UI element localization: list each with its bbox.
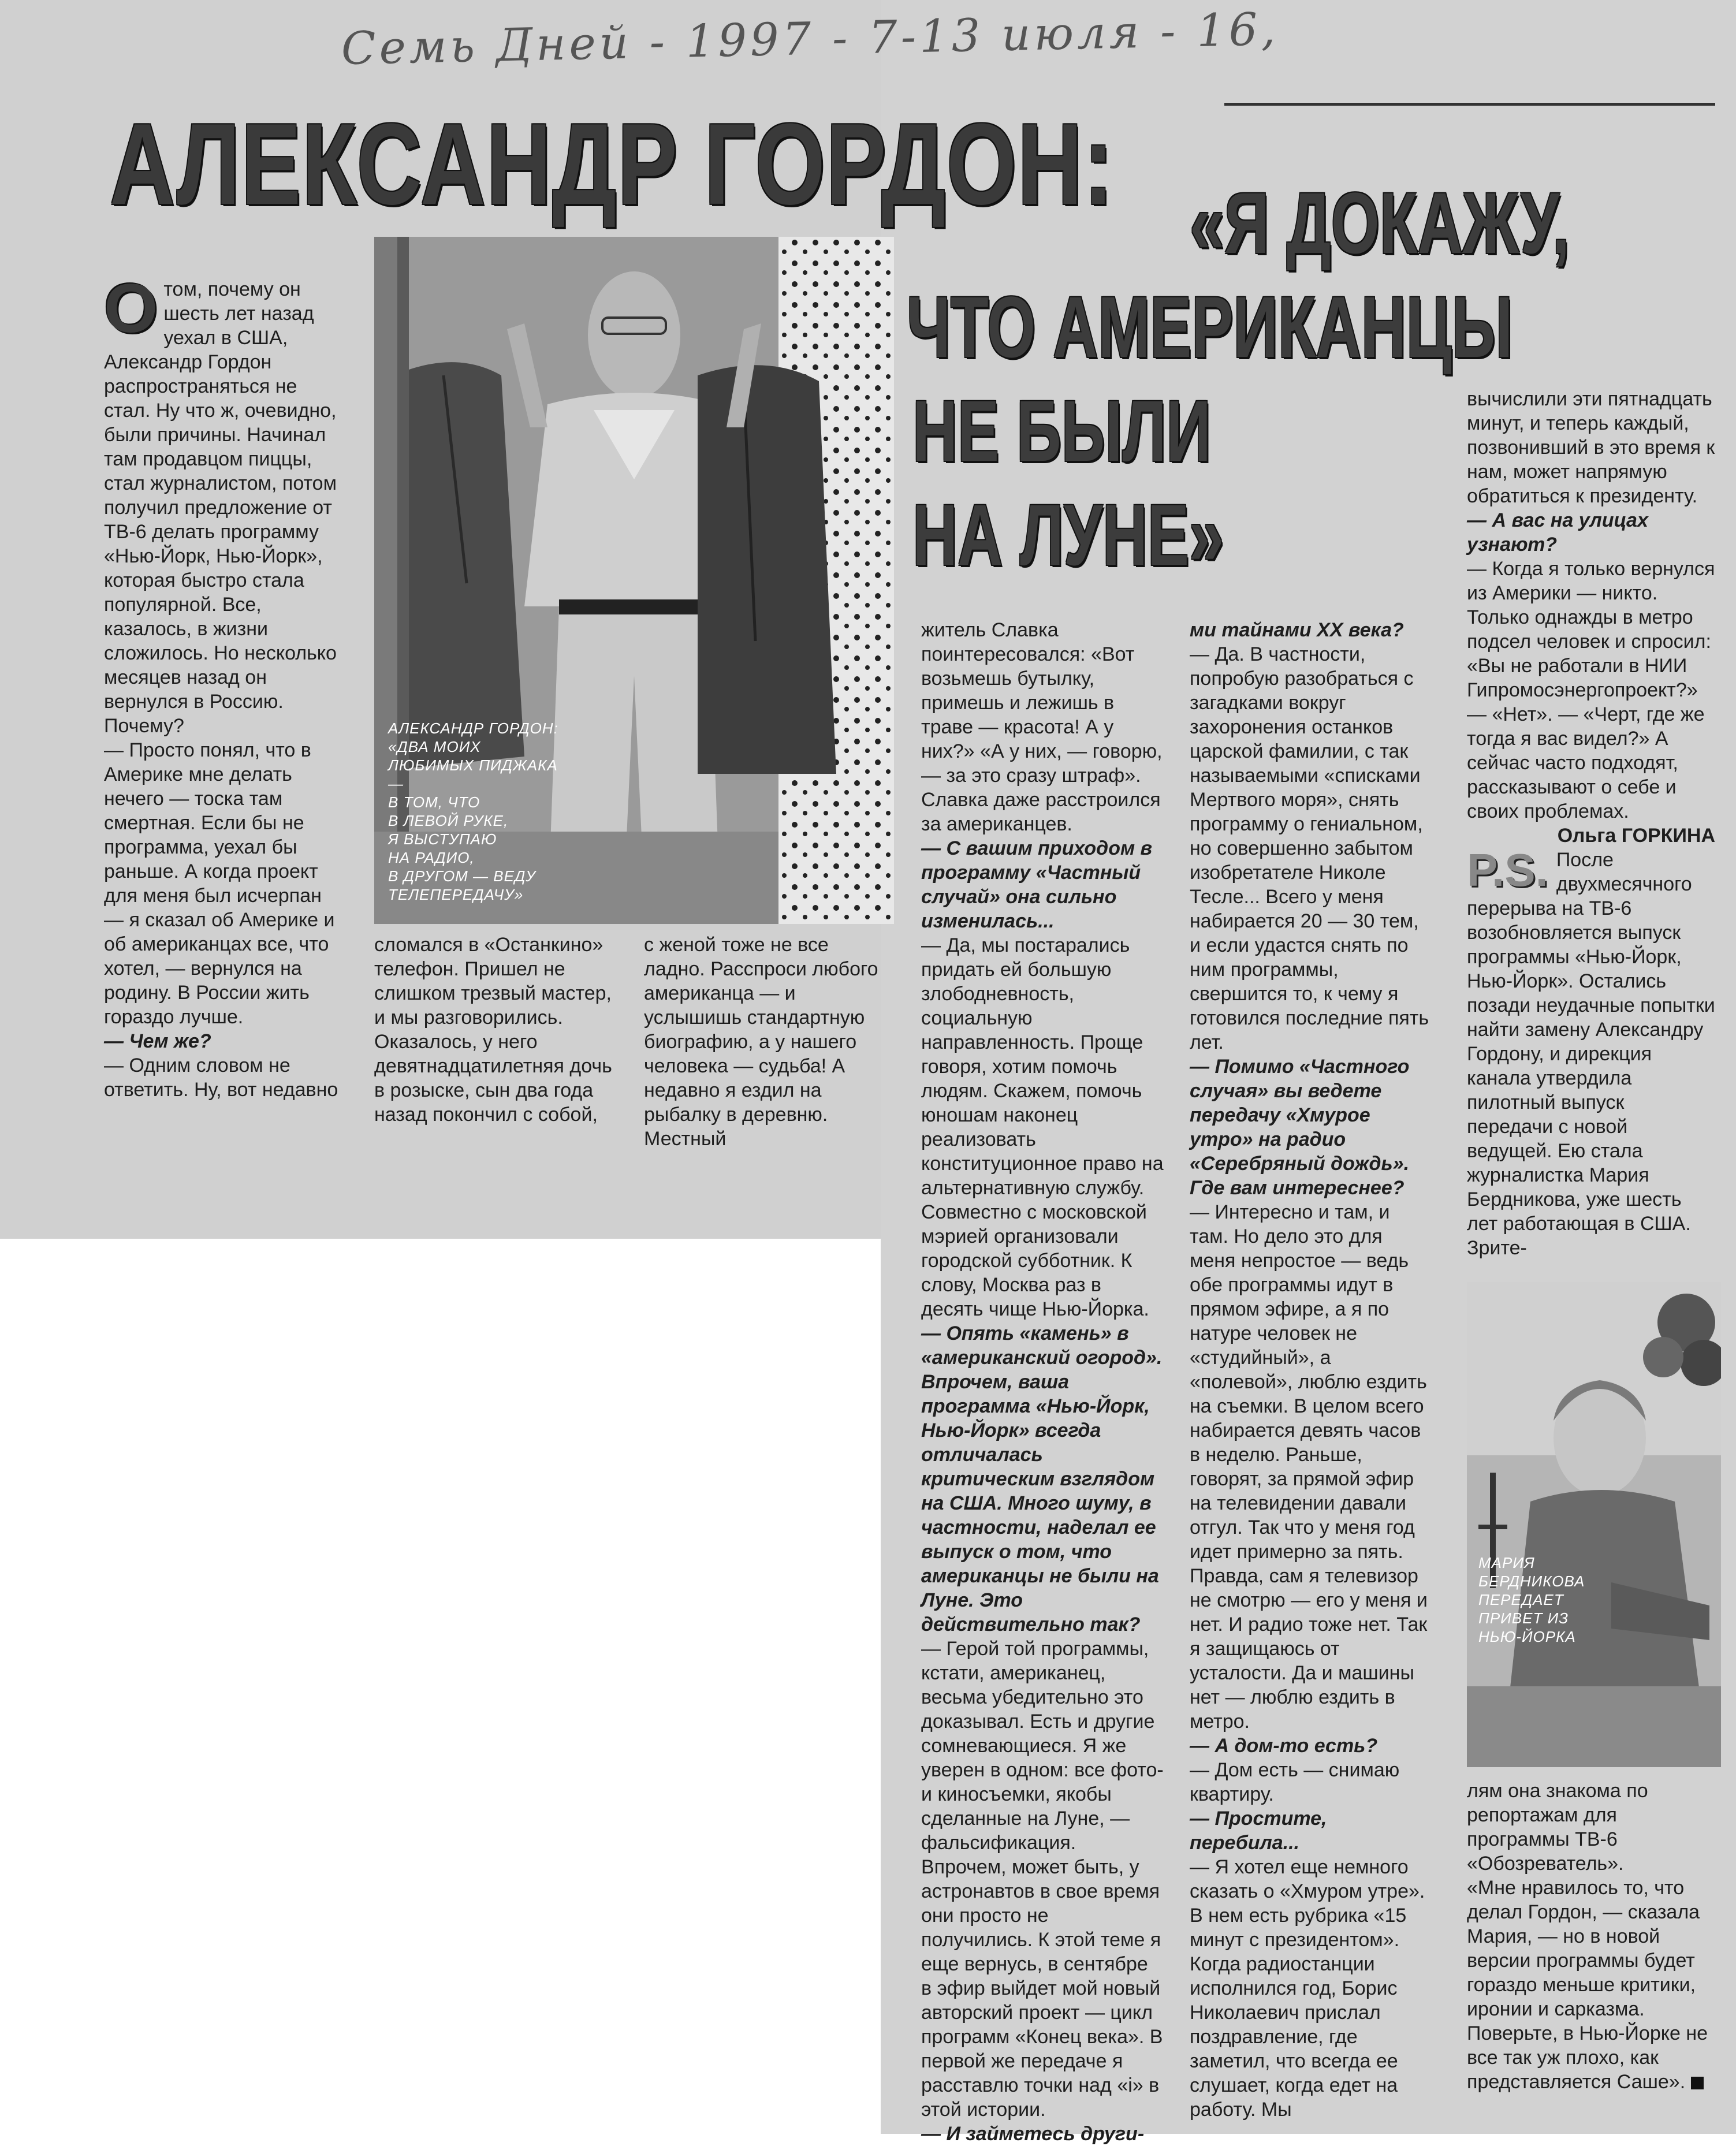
question: — А дом-то есть?: [1190, 1735, 1378, 1757]
article-column-1: [104, 270, 347, 1102]
paragraph: — Герой той программы, кстати, американец, весьма убедительно это доказывал. Есть и другие сомневающиеся. Я же уверен в одном: все фото- и киносъемки, якобы сделанные на Луне, — фальсификация. Впрочем, может быть, у астронавтов в свое время они просто не получились. К этой теме я еще вернусь, в сентябре в эфир выйдет мой новый авторский проект — цикл программ «Конец века». В первой же передаче я расставлю точки над «i» в этой истории.: [921, 1638, 1164, 2121]
paragraph: «Мне нравилось то, что делал Гордон, — сказала Мария, — но в новой версии программы будет гораздо меньше критики, иронии и сарказма. Поверьте, в Нью-Йорке не все так уж плохо, как представляется Саше».: [1467, 1877, 1708, 2093]
caption-line: АЛЕКСАНДР ГОРДОН:: [388, 720, 558, 737]
paragraph: — Я хотел еще немного сказать о «Хмуром утре». В нем есть рубрика «15 минут с президентом». Когда радиостанции исполнился год, Борис Николаевич прислал поздравление, где заметил, что всегда ее слушает, когда едет на работу. Мы: [1190, 1856, 1425, 2121]
drop-cap: О: [104, 270, 158, 347]
question: — Опять «камень» в «американский огород». Впрочем, ваша программа «Нью-Йорк, Нью-Йорк» всегда отличалась критическим взглядом на США. Много шуму, в частности, наделал ее выпуск о том, что американцы не были на Луне. Это действительно так?: [921, 1322, 1163, 1635]
headline-title: АЛЕКСАНДР ГОРДОН:: [110, 100, 1115, 229]
paragraph: — Да. В частности, попробую разобраться с загадками вокруг захоронения останков царской фамилии, с так называемыми «списками Мертвого моря», снять программу о гениальном, но совершенно забытом изобретателе Николе Тесле... Всего у меня набирается 20 — 30 тем, и если удастся снять по ним программы, свершится то, к чему я готовился последние пять лет.: [1190, 643, 1429, 1053]
headline-quote-line-4: НА ЛУНЕ»: [912, 486, 1224, 583]
paragraph: — Да, мы постарались придать ей большую злободневность, социальную направленность. Проще говоря, хотим помочь людям. Скажем, помочь юношам наконец реализовать конституционное право на альтернативную службу. Совместно с московской мэрией организовали городской субботник. К слову, Москва раз в десять чище Нью-Йорка.: [921, 934, 1164, 1320]
article-column-6: [1467, 387, 1715, 1260]
caption-line: БЕРДНИКОВА: [1478, 1573, 1585, 1590]
caption-line: ПРИВЕТ ИЗ: [1478, 1610, 1569, 1627]
caption-line: ТЕЛЕПЕРЕДАЧУ»: [388, 886, 524, 903]
caption-line: ЛЮБИМЫХ ПИДЖАКА —: [388, 757, 558, 792]
paragraph: житель Славка поинтересовался: «Вот возьмешь бутылку, примешь и лежишь в траве — красота! А у них?» «А у них, — говорю, — за это сразу штраф». Славка даже расстроился за американцев.: [921, 619, 1163, 835]
caption-line: В ЛЕВОЙ РУКЕ,: [388, 812, 509, 829]
question: — С вашим приходом в программу «Частный случай» она сильно изменилась...: [921, 837, 1153, 932]
blank-area: [0, 1239, 881, 2134]
caption-line: ПЕРЕДАЕТ: [1478, 1591, 1564, 1608]
end-mark-icon: [1691, 2077, 1704, 2089]
question: — Простите, перебила...: [1190, 1808, 1327, 1854]
paragraph: — Просто понял, что в Америке мне делать нечего — тоска там смертная. Если бы не программа, уехал бы раньше. А когда проект для меня был исчерпан — я сказал об Америке и об американцах все, что хотел, — вернулся на родину. В России жить гораздо лучше.: [104, 739, 335, 1028]
photo-berdnikova-image: [1467, 1282, 1721, 1767]
caption-line: «ДВА МОИХ: [388, 738, 481, 755]
paragraph: вычислили эти пятнадцать минут, и теперь каждый, позвонивший в это время к нам, может напрямую обратиться к президенту.: [1467, 388, 1715, 507]
paragraph: лям она знакома по репортажам для программы ТВ-6 «Обозреватель».: [1467, 1780, 1648, 1875]
caption-line: НЬЮ-ЙОРКА: [1478, 1628, 1576, 1645]
caption-line: В ТОМ, ЧТО: [388, 793, 480, 811]
paragraph: — Когда я только вернулся из Америки — никто. Только однажды в метро подсел человек и спросил: «Вы не работали в НИИ Гипромосэнергопроект?» — «Нет». — «Черт, где же тогда я вас видел?» А сейчас часто подходят, рассказывают о себе и своих проблемах.: [1467, 558, 1715, 822]
article-column-2: [374, 933, 617, 1127]
caption-line: НА РАДИО,: [388, 849, 475, 866]
handwritten-note: Семь Дней - 1997 - 7-13 июля - 16,: [341, 3, 1280, 75]
paragraph: с женой тоже не все ладно. Расспроси любого американца — и услышишь стандартную биографию, а у нашего человека — судьба! А недавно я ездил на рыбалку в деревню. Местный: [644, 934, 878, 1150]
caption-line: МАРИЯ: [1478, 1554, 1535, 1571]
headline-quote-line-2: ЧТО АМЕРИКАНЦЫ: [907, 278, 1513, 375]
article-column-5: [1190, 618, 1432, 2122]
photo-gordon-caption: [388, 719, 573, 904]
header-rule: [1224, 103, 1715, 106]
caption-line: В ДРУГОМ — ВЕДУ: [388, 867, 536, 885]
article-column-6b: [1467, 1779, 1715, 2094]
author-byline: Ольга ГОРКИНА: [1557, 825, 1715, 847]
question: — И займетесь други-: [921, 2123, 1145, 2145]
paragraph: том, почему он шесть лет назад уехал в США, Александр Гордон распространяться не стал. Ну что ж, очевидно, были причины. Начинал там продавцом пиццы, стал журналистом, потом получил предложение от ТВ-6 делать программу «Нью-Йорк, Нью-Йорк», которая быстро стала популярной. Все, казалось, в жизни сложилось. Но несколько месяцев назад он вернулся в Россию. Почему?: [104, 278, 337, 737]
question: — А вас на улицах узнают?: [1467, 509, 1648, 556]
photo-berdnikova-caption: [1478, 1553, 1605, 1646]
caption-line: Я ВЫСТУПАЮ: [388, 830, 497, 848]
headline-quote-line-3: НЕ БЫЛИ: [912, 382, 1211, 479]
paragraph: — Дом есть — снимаю квартиру.: [1190, 1759, 1400, 1805]
article-column-4: [921, 618, 1164, 2146]
paragraph: — Интересно и там, и там. Но дело это для меня непростое — ведь обе программы идут в прямом эфире, а я по натуре человек не «студийный», а «полевой», люблю ездить на съемки. В целом всего набирается девять часов в неделю. Раньше, говорят, за прямой эфир на телевидении давали отгул. Так что у меня год идет примерно за пять. Правда, сам я телевизор не смотрю — его у меня и нет. И радио тоже нет. Так я защищаюсь от усталости. Да и машины нет — люблю ездить в метро.: [1190, 1201, 1428, 1733]
article-column-3: [644, 933, 886, 1151]
headline-quote-line-1: «Я ДОКАЖУ,: [1190, 174, 1570, 271]
question: — Чем же?: [104, 1030, 211, 1052]
paragraph: сломался в «Останкино» телефон. Пришел не слишком трезвый мастер, и мы разговорились. Оказалось, у него девятнадцатилетняя дочь в розыске, сын два года назад покончил с собой,: [374, 934, 612, 1126]
paragraph: — Одним словом не ответить. Ну, вот недавно: [104, 1055, 338, 1101]
photo-berdnikova: [1467, 1282, 1721, 1767]
ps-label: P.S.: [1467, 844, 1548, 896]
question: ми тайнами XX века?: [1190, 619, 1404, 641]
ps-text: После двухмесячного перерыва на ТВ-6 возобновляется выпуск программы «Нью-Йорк, Нью-Йорк». Остались позади неудачные попытки найти замену Александру Гордону, и дирекция канала утвердила пилотный выпуск передачи с новой ведущей. Ею стала журналистка Мария Бердникова, уже шесть лет работающая в США. Зрите-: [1467, 849, 1715, 1259]
question: — Помимо «Частного случая» вы ведете передачу «Хмурое утро» на радио «Серебряный дождь». Где вам интереснее?: [1190, 1056, 1410, 1199]
